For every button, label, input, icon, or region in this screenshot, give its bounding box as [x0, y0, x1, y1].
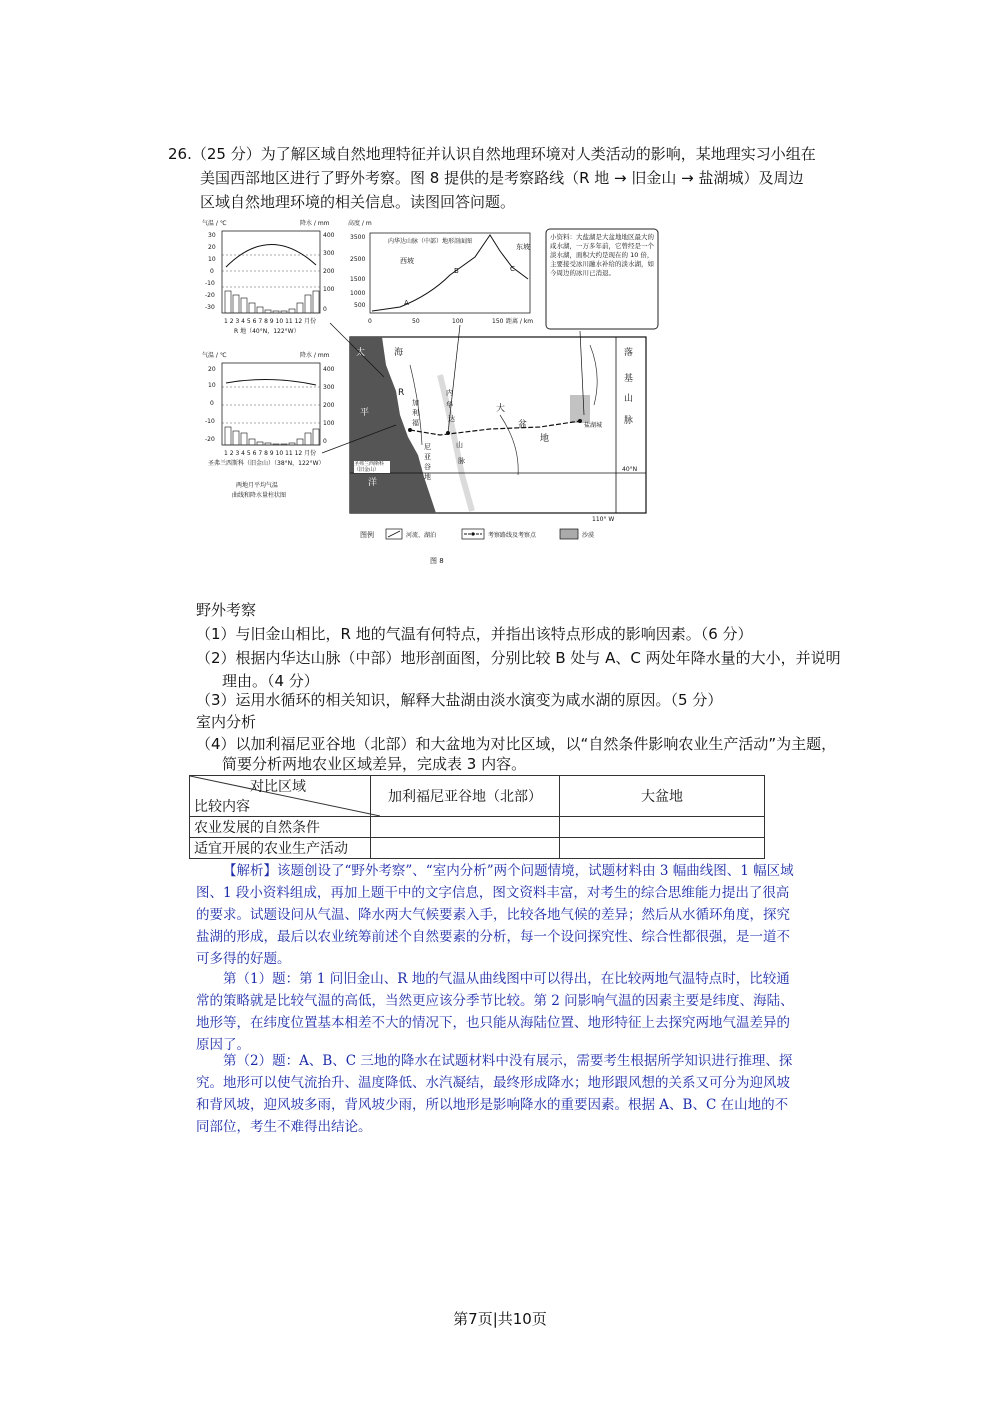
- page-footer: 第7页|共10页: [453, 1310, 547, 1328]
- question-1: （1）与旧金山相比，R 地的气温有何特点，并指出该特点形成的影响因素。（6 分）: [196, 625, 753, 643]
- analysis-paragraph-1: 【解析】该题创设了“野外考察”、“室内分析”两个问题情境，试题材料由 3 幅曲线图、1 幅区域图、1 段小资料组成，再加上题干中的文字信息，图文资料丰富，对考生的综合思维能力提出了很高的要求。试题设问从气温、降水两大气候要素入手，比较各地气候的差异；然后从水循环角度，探究盐湖的形成，最后以农业统筹前述个自然要素的分析，每一个设问探究性、综合性都很强，是一道不可多得的好题。: [196, 863, 794, 967]
- climate-bottom-rt4: 0: [323, 438, 327, 445]
- lat-label: 40°N: [622, 466, 638, 473]
- profile-yt1: 2500: [350, 256, 366, 263]
- valley-7: 地: [424, 473, 431, 481]
- profile-xt2: 100: [452, 318, 464, 325]
- basin-3: 地: [540, 434, 550, 444]
- profile-point-b: B: [454, 267, 459, 275]
- climate-top-lt6: -30: [205, 304, 215, 311]
- profile-yt2: 1500: [350, 276, 366, 283]
- analysis-paragraph-3: 第（2）题：A、B、C 三地的降水在试题材料中没有展示，需要考生根据所学知识进行推理、探究。地形可以使气流抬升、温度降低、水汽凝结，最终形成降水；地形跟风想的关系又可分为迎风坡和背风坡，迎风坡多雨，背风坡少雨，所以地形是影响降水的重要因素。根据 A、B、C 在山地的不同部位，考生不难得出结论。: [196, 1053, 793, 1135]
- profile-west: 西坡: [400, 257, 414, 265]
- climate-bottom-rt1: 300: [323, 384, 335, 391]
- profile-xt1: 50: [412, 318, 420, 325]
- climate-top-lt3: 0: [210, 268, 214, 275]
- climate-top-lt4: -10: [205, 280, 215, 287]
- climate-bottom-rt2: 200: [323, 402, 335, 409]
- valley-5: 亚: [424, 453, 431, 461]
- table-corner-cell: [190, 776, 371, 817]
- climate-top-caption: R 地（40°N，122°W）: [234, 328, 300, 335]
- field-heading: 野外考察: [196, 601, 257, 619]
- profile-ylabel: 高度 / m: [348, 220, 372, 227]
- ocean-char-3: 洋: [368, 478, 378, 488]
- climate-bottom-lt4: -20: [205, 436, 215, 443]
- valley-1: 加: [412, 399, 419, 407]
- rocky-1: 落: [624, 348, 634, 358]
- climate-bottom-caption: 圣弗兰西斯科（旧金山）（38°N，122°W）: [208, 460, 325, 467]
- profile-yt0: 3500: [350, 234, 366, 241]
- note-box: [546, 229, 658, 329]
- legend-desert: 沙漠: [582, 532, 595, 539]
- figure-8: [200, 215, 670, 575]
- climate-top-lt1: 20: [208, 244, 216, 251]
- table-col-california: 加利福尼亚谷地（北部）: [371, 776, 560, 817]
- figure-label: 图 8: [430, 557, 444, 565]
- profile-chart: [348, 219, 533, 325]
- climate-top-ylabel-right: 降水 / mm: [300, 220, 330, 227]
- table-row-conditions: 农业发展的自然条件: [190, 817, 371, 838]
- comparison-table: [189, 775, 765, 859]
- rocky-2: 基: [624, 374, 634, 384]
- profile-title: 内华达山脉（中部）地形剖面图: [388, 238, 473, 245]
- climate-chart-sf: [202, 351, 335, 467]
- climate-bottom-lt1: 10: [208, 382, 216, 389]
- climate-bottom-lt3: -10: [205, 418, 215, 425]
- climate-bottom-lt2: 0: [210, 400, 214, 407]
- table-corner-top: 对比区域: [250, 779, 306, 795]
- question-line-3: 区域自然地理环境的相关信息。读图回答问题。: [200, 193, 516, 211]
- climate-top-rt0: 400: [323, 232, 335, 239]
- lon-label: 110° W: [592, 516, 615, 523]
- profile-point-a: A: [404, 299, 409, 307]
- profile-xt3: 150: [492, 318, 504, 325]
- legend-river: 河流、湖泊: [406, 532, 437, 539]
- question-line-1: 26.（25 分）为了解区域自然地理特征并认识自然地理环境对人类活动的影响，某地理实习小组在: [168, 145, 816, 163]
- question-2b: 理由。（4 分）: [222, 672, 319, 690]
- sf-label: 圣弗兰西斯科（旧金山）: [354, 461, 390, 473]
- profile-yt3: 1000: [350, 290, 366, 297]
- table-cell-empty: [560, 838, 765, 859]
- table-cell-empty: [371, 817, 560, 838]
- climate-top-ylabel-left: 气温 / ℃: [202, 220, 227, 227]
- question-4b: 简要分析两地农业区域差异，完成表 3 内容。: [222, 755, 527, 773]
- climate-top-lt0: 30: [208, 232, 216, 239]
- climate-bottom-months: 1 2 3 4 5 6 7 8 9 10 11 12 月份: [224, 450, 317, 457]
- climate-top-months: 1 2 3 4 5 6 7 8 9 10 11 12 月份: [224, 318, 317, 325]
- climate-caption-2: 曲线和降水量柱状图: [232, 492, 287, 499]
- basin-2: 盆: [518, 420, 528, 430]
- valley-4: 尼: [424, 443, 431, 451]
- climate-top-lt2: 10: [208, 256, 216, 263]
- coast-char: 海: [394, 348, 404, 358]
- region-map: [322, 323, 646, 523]
- ocean-char-1: 太: [356, 348, 366, 358]
- valley-2: 利: [412, 409, 419, 417]
- rocky-3: 山: [624, 394, 634, 404]
- question-4a: （4）以加利福尼亚谷地（北部）和大盆地为对比区域，以“自然条件影响农业生产活动”为主题，: [196, 735, 837, 753]
- table-cell-empty: [371, 838, 560, 859]
- valley-6: 谷: [424, 463, 431, 471]
- legend-route: 考察路线及考察点: [488, 532, 537, 539]
- climate-top-rt4: 0: [323, 306, 327, 313]
- climate-bottom-lt0: 20: [208, 366, 216, 373]
- rocky-4: 脉: [624, 416, 634, 426]
- climate-top-rt1: 300: [323, 250, 335, 257]
- question-line-2: 美国西部地区进行了野外考察。图 8 提供的是考察路线（R 地 → 旧金山 → 盐湖城）及周边: [200, 169, 804, 187]
- table-corner-bottom: 比较内容: [194, 799, 250, 815]
- climate-bottom-rt0: 400: [323, 366, 335, 373]
- sierra-3: 达: [448, 415, 455, 423]
- r-point-label: R: [398, 388, 405, 398]
- question-3: （3）运用水循环的相关知识，解释大盐湖由淡水演变为咸水湖的原因。（5 分）: [196, 691, 723, 709]
- note-text: 小资料：大盐湖是大盆地地区最大的咸水湖，一万多年前，它曾经是一个淡水湖，面积大约是现在的 10 倍，主要接受冰川融水补给的淡水湖，如今周边的冰川已消退。: [550, 233, 654, 277]
- sierra-1: 内: [446, 389, 453, 397]
- table-row-activities: 适宜开展的农业生产活动: [190, 838, 371, 859]
- map-legend: [360, 529, 594, 565]
- sierra-2: 华: [446, 401, 453, 409]
- profile-xt0: 0: [368, 318, 372, 325]
- profile-east: 东坡: [516, 243, 530, 251]
- climate-bottom-ylabel-left: 气温 / ℃: [202, 352, 227, 359]
- profile-yt4: 500: [354, 302, 366, 309]
- climate-top-rt3: 100: [323, 286, 335, 293]
- ocean-char-2: 平: [360, 408, 370, 418]
- sierra-5: 脉: [458, 457, 465, 465]
- sierra-4: 山: [456, 441, 463, 449]
- table-cell-empty: [560, 817, 765, 838]
- analysis-paragraph-2: 第（1）题：第 1 问旧金山、R 地的气温从曲线图中可以得出，在比较两地气温特点时，比较通常的策略就是比较气温的高低，当然更应该分季节比较。第 2 问影响气温的因素主要是纬度、海陆、地形等，在纬度位置基本相差不大的情况下，也只能从海陆位置、地形特征上去探究两地气温差异的原因了。: [196, 971, 794, 1053]
- legend-title: 图例: [360, 531, 374, 539]
- indoor-heading: 室内分析: [196, 713, 257, 731]
- climate-top-lt5: -20: [205, 292, 215, 299]
- climate-bottom-ylabel-right: 降水 / mm: [300, 352, 330, 359]
- climate-chart-r: [202, 219, 335, 335]
- figure-8-svg: [200, 215, 670, 575]
- question-2a: （2）根据内华达山脉（中部）地形剖面图，分别比较 B 处与 A、C 两处年降水量的大小，并说明: [196, 649, 841, 667]
- climate-top-rt2: 200: [323, 268, 335, 275]
- valley-3: 福: [412, 419, 419, 427]
- profile-point-c: C: [510, 265, 515, 273]
- slc-label: 盐湖城: [584, 422, 603, 429]
- profile-xunit: 距离 / km: [506, 318, 534, 325]
- climate-bottom-rt3: 100: [323, 420, 335, 427]
- basin-1: 大: [496, 404, 506, 414]
- table-col-basin: 大盆地: [560, 776, 765, 817]
- climate-caption-1: 两地月平均气温: [236, 482, 279, 489]
